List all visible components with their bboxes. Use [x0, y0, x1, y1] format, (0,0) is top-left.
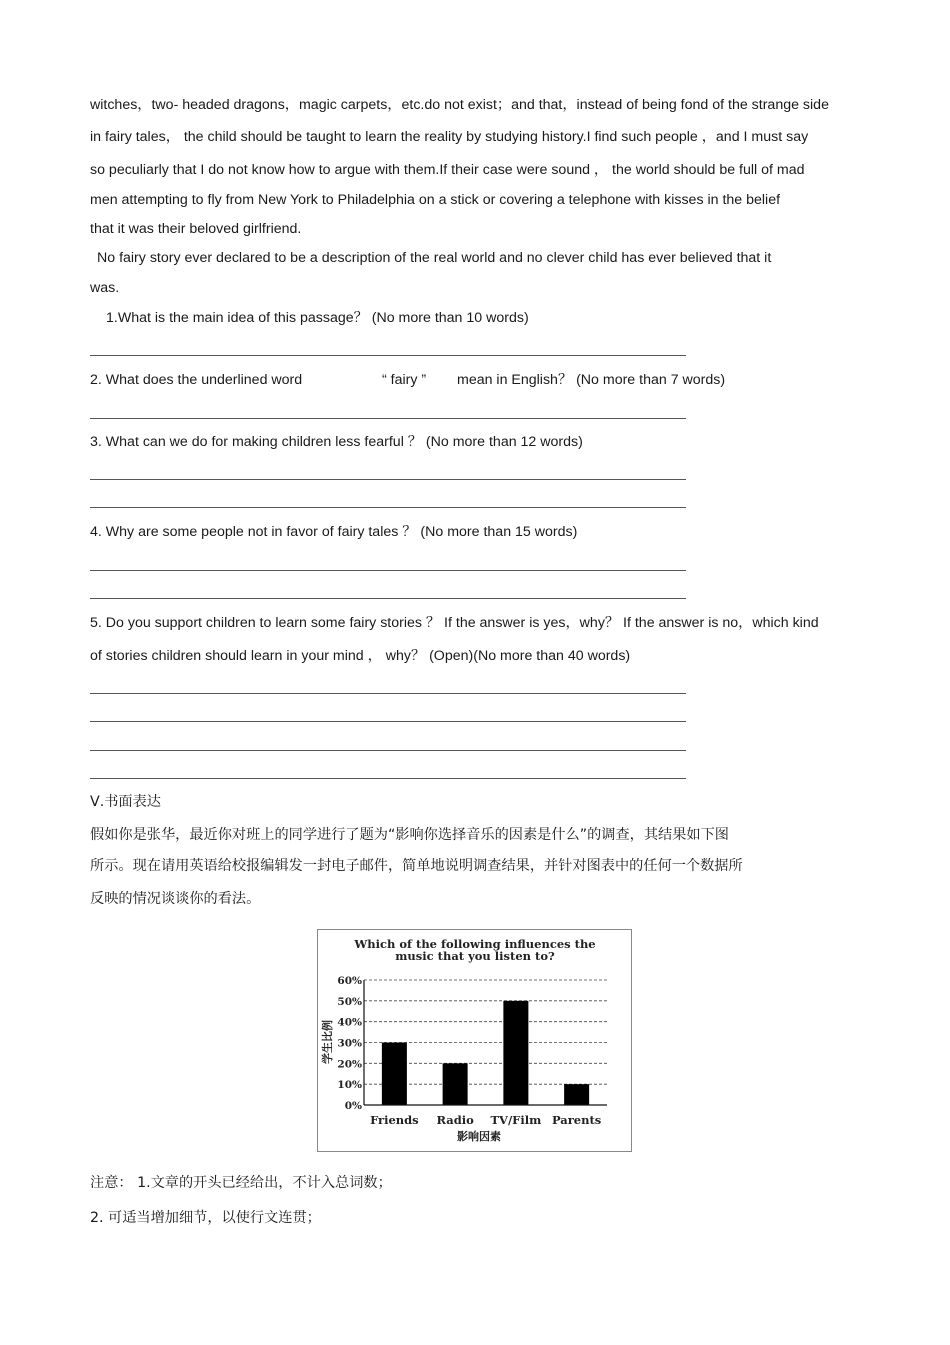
question-2-word: “ fairy ” [382, 372, 427, 388]
y-tick-label: 40% [337, 1016, 362, 1029]
y-tick-label: 50% [337, 995, 362, 1008]
y-tick-label: 10% [337, 1079, 362, 1092]
question-3: 3. What can we do for making children less fearful ？ (No more than 12 words) [90, 434, 583, 450]
answer-line [90, 418, 686, 419]
answer-line [90, 693, 686, 694]
passage-line-4: men attempting to fly from New York to Philadelphia on a stick or covering a telephone with kisses in the belief [90, 192, 781, 208]
answer-line [90, 570, 686, 571]
y-tick-label: 20% [337, 1058, 362, 1071]
bar-radio [443, 1063, 468, 1105]
bar-parents [564, 1084, 589, 1105]
answer-line [90, 778, 686, 779]
note-1: 注意： 1.文章的开头已经给出，不计入总词数； [90, 1175, 392, 1191]
note-2: 2. 可适当增加细节，以使行文连贯； [90, 1210, 321, 1226]
chart-y-label: 学生比例 [321, 1020, 334, 1064]
bar-tv-film [503, 1001, 528, 1105]
passage-para2-line-2: was. [90, 280, 120, 296]
y-tick-label: 60% [337, 975, 362, 987]
y-tick-label: 0% [344, 1100, 362, 1112]
x-tick-label: Parents [551, 1113, 602, 1127]
writing-prompt-line-2: 所示。现在请用英语给校报编辑发一封电子邮件，简单地说明调查结果，并针对图表中的任何一个数据所 [90, 858, 743, 874]
question-2-prefix: 2. What does the underlined word [90, 372, 303, 388]
passage-para2-line-1: No fairy story ever declared to be a description of the real world and no clever child has ever believed that it [97, 250, 772, 266]
chart-x-label: 影响因素 [457, 1130, 501, 1143]
question-4: 4. Why are some people not in favor of fairy tales ？ (No more than 15 words) [90, 524, 578, 540]
writing-prompt-line-3: 反映的情况谈谈你的看法。 [90, 891, 261, 907]
passage-line-2: in fairy tales， the child should be taught to learn the reality by studying history.I find such people ，and I must say [90, 129, 809, 145]
question-1: 1.What is the main idea of this passage？ (No more than 10 words) [106, 310, 529, 326]
answer-line [90, 750, 686, 751]
passage-line-3: so peculiarly that I do not know how to argue with them.If their case were sound ， the world should be full of mad [90, 162, 805, 178]
answer-line [90, 479, 686, 480]
answer-line [90, 507, 686, 508]
answer-line [90, 355, 686, 356]
writing-prompt-line-1: 假如你是张华，最近你对班上的同学进行了题为“影响你选择音乐的因素是什么”的调查，其结果如下图 [90, 827, 729, 843]
passage-line-1: witches，two- headed dragons，magic carpets，etc.do not exist；and that，instead of being fond of the strange side [90, 97, 829, 113]
passage-line-5: that it was their beloved girlfriend. [90, 221, 302, 237]
chart-bars [382, 1001, 589, 1105]
x-tick-label: TV/Film [490, 1113, 542, 1127]
bar-friends [382, 1043, 407, 1106]
question-2-suffix: mean in English？ (No more than 7 words) [457, 372, 726, 388]
chart-title-line-1: Which of the following influences the [354, 937, 596, 951]
answer-line [90, 598, 686, 599]
section-title: Ⅴ.书面表达 [90, 794, 161, 810]
x-tick-label: Friends [370, 1113, 419, 1127]
chart-x-ticks [370, 1113, 601, 1127]
chart-title-line-2: music that you listen to? [395, 949, 555, 963]
chart-y-ticks [337, 975, 362, 1112]
bar-chart [317, 929, 632, 1152]
question-5-line-1: 5. Do you support children to learn some fairy stories ？ If the answer is yes，why？ If the answer is no，which kind [90, 615, 819, 631]
question-5-line-2: of stories children should learn in your mind ， why？ (Open)(No more than 40 words) [90, 648, 631, 664]
x-tick-label: Radio [436, 1113, 474, 1127]
y-tick-label: 30% [337, 1037, 362, 1050]
answer-line [90, 721, 686, 722]
